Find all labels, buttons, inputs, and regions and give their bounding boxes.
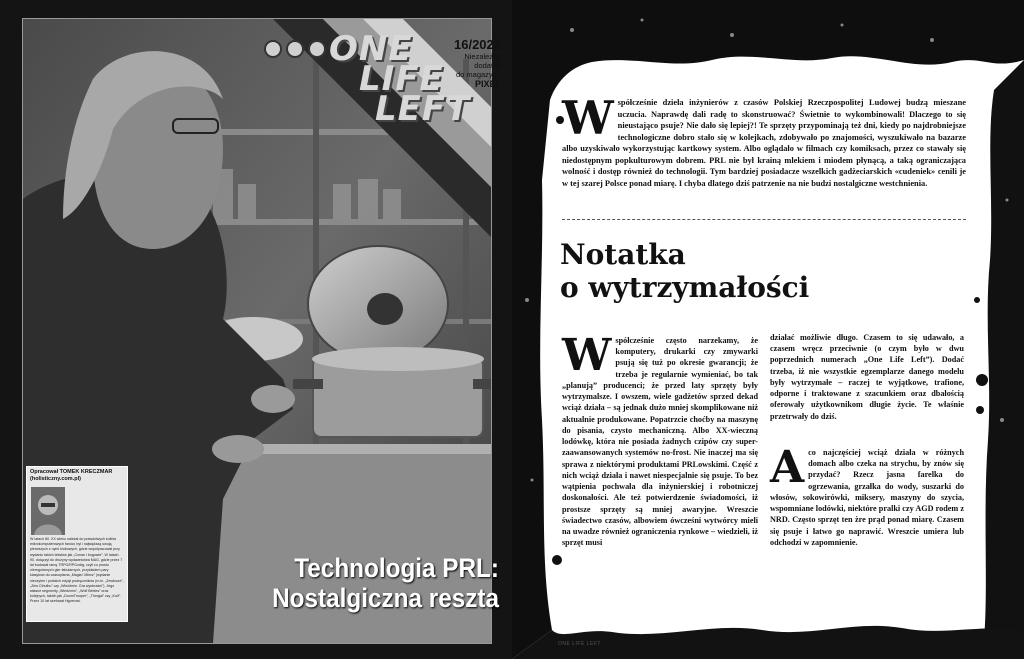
right-page [512,0,1024,659]
column-2-section [770,442,964,548]
column-1 [562,330,758,583]
author-bio [30,485,124,619]
col2b-text: co najczęściej wciąż działa w różnych domach albo czeka na strychu, by znów się przydać? Rzecz jasna farelka do ogrzewania, grzałka do wody, suszarki do włosów, sokowirówki, miksery, maszyny do szycia, wspomniane lodówki, niektóre pralki czy AGD rodem z NRD. Często sprzęt ten żre prąd ponad miarę. Czasem się psuje i łatwo go naprawić. Wreszcie umiera lub odchodzi w zapomnienie. [770,448,964,547]
issue-number: 16/2022 [454,37,501,52]
headline-line1: Notatka [560,238,686,271]
col2b-dropcap: A [770,442,805,493]
issue-subtitle-3: do magazynu [455,70,501,79]
col2-text: działać możliwie długo. Czasem to się udawało, a czasem wręcz przeciwnie (o czym było w dwu poprzednich numerach „One Life Left”). Dodać trzeba, iż nie wszystkie egzemplarze danego modelu były wytrzymałe – raczej te wyjątkowe, trafione, odporne i traktowane z szacunkiem oraz dbałością oferowały użytkownikom długie życie. Te właśnie przetrwały do dziś. [770,333,964,421]
author-name [30,469,125,483]
logo-line-one: ONE [329,29,413,69]
page-folio: ONE LIFE LEFT [558,641,601,647]
intro-dropcap: W [562,91,614,145]
article [512,0,1024,659]
cover-title-line1: Technologia PRL: [294,553,499,583]
cover-title [247,553,499,613]
issue-magazine: PIXEL [474,79,501,89]
col1-dropcap: W [562,330,612,381]
issue-subtitle-2: dodatek [474,61,501,70]
author-site: (holisticzny.com.pl) [30,476,81,483]
issue-block [441,37,501,89]
headline-line2: o wytrzymałości [560,271,810,305]
author-bio-text: W latach 80. XX wieku należał do prawdziwych kultów mikrokomputerowych fanów, był i największą swoją pierwszych z nymi klubowych, gdzie współpracował przy wydaniu takich tekstów jak „Conan i bogowie”. W latach 90. dołączył do drużyny wydawnictwa MAG, gdzie przez 7 lat budował ramę TRPG/RPGzdrg, czyli co prostu nieregularnych gier fabularnych, przykładem pary klasyków do czasopisma „Magia i Miecz” (wydanie nieczytne i polskich edycji podręczników (m.in. „Zewłocze”, „Zew Cthulhu” czy „Wiedźmin. Gra wyobraźni”). Jego własne segmenty „Wiedźmin”, „Wolf Bebles” oraz kolejnych, takich jak „DoomTrooper”, „Thorgal” czy „Kult”. Przez 10 lat szefował Hyperowi. [30,537,124,604]
article-intro [562,91,966,189]
logo-line-life: LIFE [359,59,444,99]
article-headline [560,238,940,304]
author-box [26,466,128,622]
section-divider [562,219,966,220]
col1-text: spółcześnie często narzekamy, że komputery, drukarki czy zmywarki psują się tuż po okresie gwarancji; że trzeba je regularnie wymieniać, bo tak „planują” producenci; że przed laty sprzęty były wytrzymalsze. I owszem, wiele gadżetów sprzed dekad wciąż działa – są jednak dużo mniej skomplikowane niż aktualnie produkowane. Popatrzcie choćby na maszynę do pisania, czysto mechaniczną. Albo XX-wieczną lodówkę, która nie posiada żadnych czipów czy super-zaawansowanych systemów no-frost. Nie inaczej ma się sprawa z niektórymi produktami PRLowskimi. Część z nich wciąż działa i nawet niespecjalnie się psuje. To bez wątpienia pochwała dla inżynierskiej i robotniczej doskonałości. Ale też potwierdzenie świadomości, iż prostsze sprzęty są mniej awaryjne. Wreszcie świadectwo czasów, albowiem ówcześni wytwórcy mieli na uwadze również ograniczenia rynkowe – wiedzieli, iż sprzęt musi [562,336,758,548]
cover-title-line2: Nostalgiczna reszta [272,583,499,614]
column-2 [770,332,964,422]
author-label: Opracował TOMEK KRECZMAR [30,469,113,475]
intro-text: spółcześnie dzieła inżynierów z czasów Polskiej Rzeczpospolitej Ludowej budzą mieszane uczucia. Naprawdę dali radę to skonstruować? Świetnie to wykombinowali! Dlaczego to się nieustająco psuje? Nie dało się lepiej?! Te sprzęty przypominają też dni, kiedy po najdrobniejsze technologiczne dobro stało się w kolejkach, zdobywało po znajomości, wyszukiwało na bazarze albo uzyskiwało wykorzystując kartkowy system. Albo oglądało w filmach czy komiksach, przez co stawały się niedostępnym popkulturowym dobrem. PRL nie był krainą mlekiem i miodem płynącą, a taką ograniczająca wolność i dostęp również do technologii. Tym bardziej posiadacze wszelkich gadżeciarskich «cudeniek» cenili je w tej szarej Polsce ponad miarę. I chyba dlatego dziś patrzenie na nie budzi nostalgiczne westchnienia. [562,98,966,188]
logo-line-left: LEFT [375,89,471,129]
issue-subtitle-1: Niezależny [464,52,501,61]
